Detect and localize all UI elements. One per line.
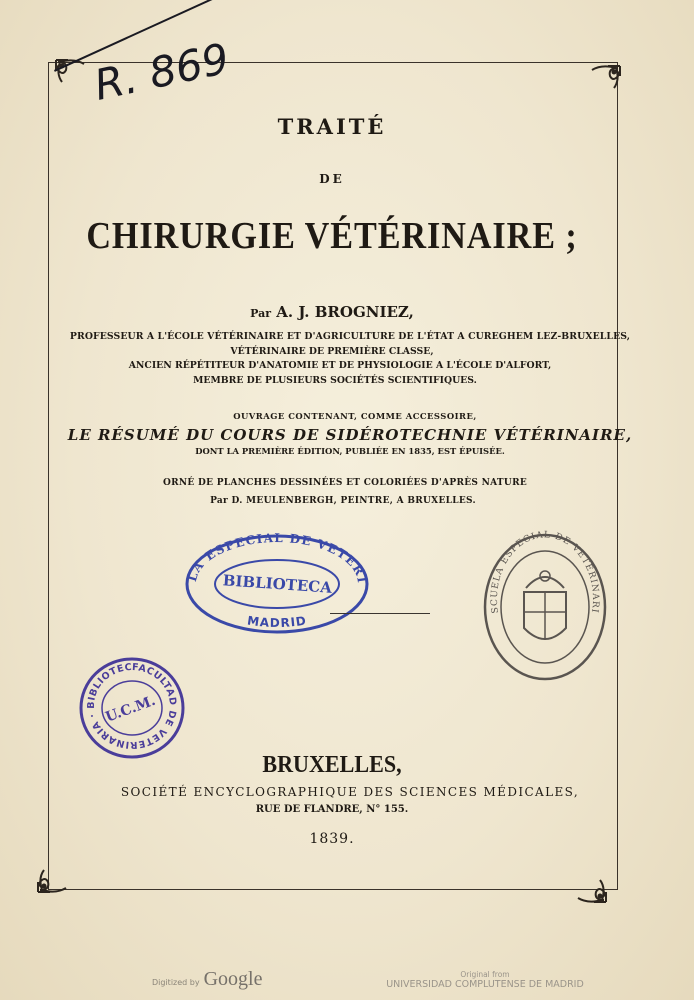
work-edition: DONT LA PREMIÈRE ÉDITION, PUBLIÉE EN 1835, EST ÉPUISÉE.	[195, 446, 505, 456]
ink-stroke	[330, 613, 430, 614]
imprint-year: 1839.	[309, 831, 355, 847]
stamp-ring-text: ESCUELA ESPECIAL DE VETERINARIA	[175, 521, 370, 585]
corner-ornament-icon	[588, 62, 622, 92]
svg-text:MADRID	[246, 613, 307, 630]
seal-ring-text: ESCUELA ESPECIAL DE VETERINARIA	[476, 525, 601, 614]
title-line-de: DE	[319, 172, 345, 186]
ucm-ring-text: FACULTAD DE VETERINARIA · BIBLIOTECA ·	[74, 648, 179, 751]
institution-name: UNIVERSIDAD COMPLUTENSE DE MADRID	[386, 979, 584, 990]
title-line-traite: TRAITÉ	[277, 114, 387, 139]
illustrator-name: D. MEULENBERGH,	[231, 496, 338, 506]
stamp-bottom-text: MADRID	[246, 613, 308, 631]
ucm-center-text: U.C.M.	[103, 692, 158, 726]
author-prefix: Par	[250, 307, 272, 320]
biblioteca-oval-stamp	[175, 521, 372, 634]
original-from-label: Original from	[460, 970, 510, 979]
corner-ornament-icon	[54, 56, 88, 86]
original-from-credit	[380, 970, 590, 990]
author-credential: ANCIEN RÉPÉTITEUR D'ANATOMIE ET DE PHYSIOLOGIE A L'ÉCOLE D'ALFORT,	[128, 360, 552, 371]
work-summary: LE RÉSUMÉ DU COURS DE SIDÉROTECHNIE VÉTÉRINAIRE,	[67, 426, 633, 444]
illustrator-line	[40, 496, 646, 506]
imprint-publisher: SOCIÉTÉ ENCYCLOGRAPHIQUE DES SCIENCES MÉDICALES,	[120, 785, 580, 799]
author-credential: MEMBRE DE PLUSIEURS SOCIÉTÉS SCIENTIFIQUES.	[193, 375, 477, 386]
illustrator-prefix: Par	[210, 496, 229, 506]
digitized-by-google	[152, 968, 263, 991]
library-seal-stamp	[476, 525, 610, 682]
imprint-city: BRUXELLES,	[262, 752, 402, 778]
author-name: A. J. BROGNIEZ,	[276, 303, 414, 321]
author-line	[48, 303, 616, 321]
stamp-center-text: BIBLIOTECA	[222, 571, 333, 597]
main-title: CHIRURGIE VÉTÉRINAIRE ;	[86, 215, 578, 257]
author-credential: VÉTÉRINAIRE DE PREMIÈRE CLASSE,	[230, 346, 434, 357]
imprint-address: RUE DE FLANDRE, N° 155.	[255, 804, 409, 815]
illustrator-suffix: PEINTRE, A BRUXELLES.	[340, 496, 476, 506]
digitized-label: Digitized by	[152, 978, 200, 987]
corner-ornament-icon	[574, 876, 608, 906]
ucm-round-stamp	[74, 648, 186, 760]
handwritten-shelfmark: R. 869	[90, 33, 234, 110]
work-plates: ORNÉ DE PLANCHES DESSINÉES ET COLORIÉES D'APRÈS NATURE	[162, 478, 528, 488]
author-credential: PROFESSEUR A L'ÉCOLE VÉTÉRINAIRE ET D'AGRICULTURE DE L'ÉTAT A CUREGHEM LEZ-BRUXELLES,	[69, 331, 631, 342]
work-contains: OUVRAGE CONTENANT, COMME ACCESSOIRE,	[233, 411, 477, 421]
corner-ornament-icon	[36, 866, 70, 896]
google-logo: Google	[203, 968, 263, 990]
